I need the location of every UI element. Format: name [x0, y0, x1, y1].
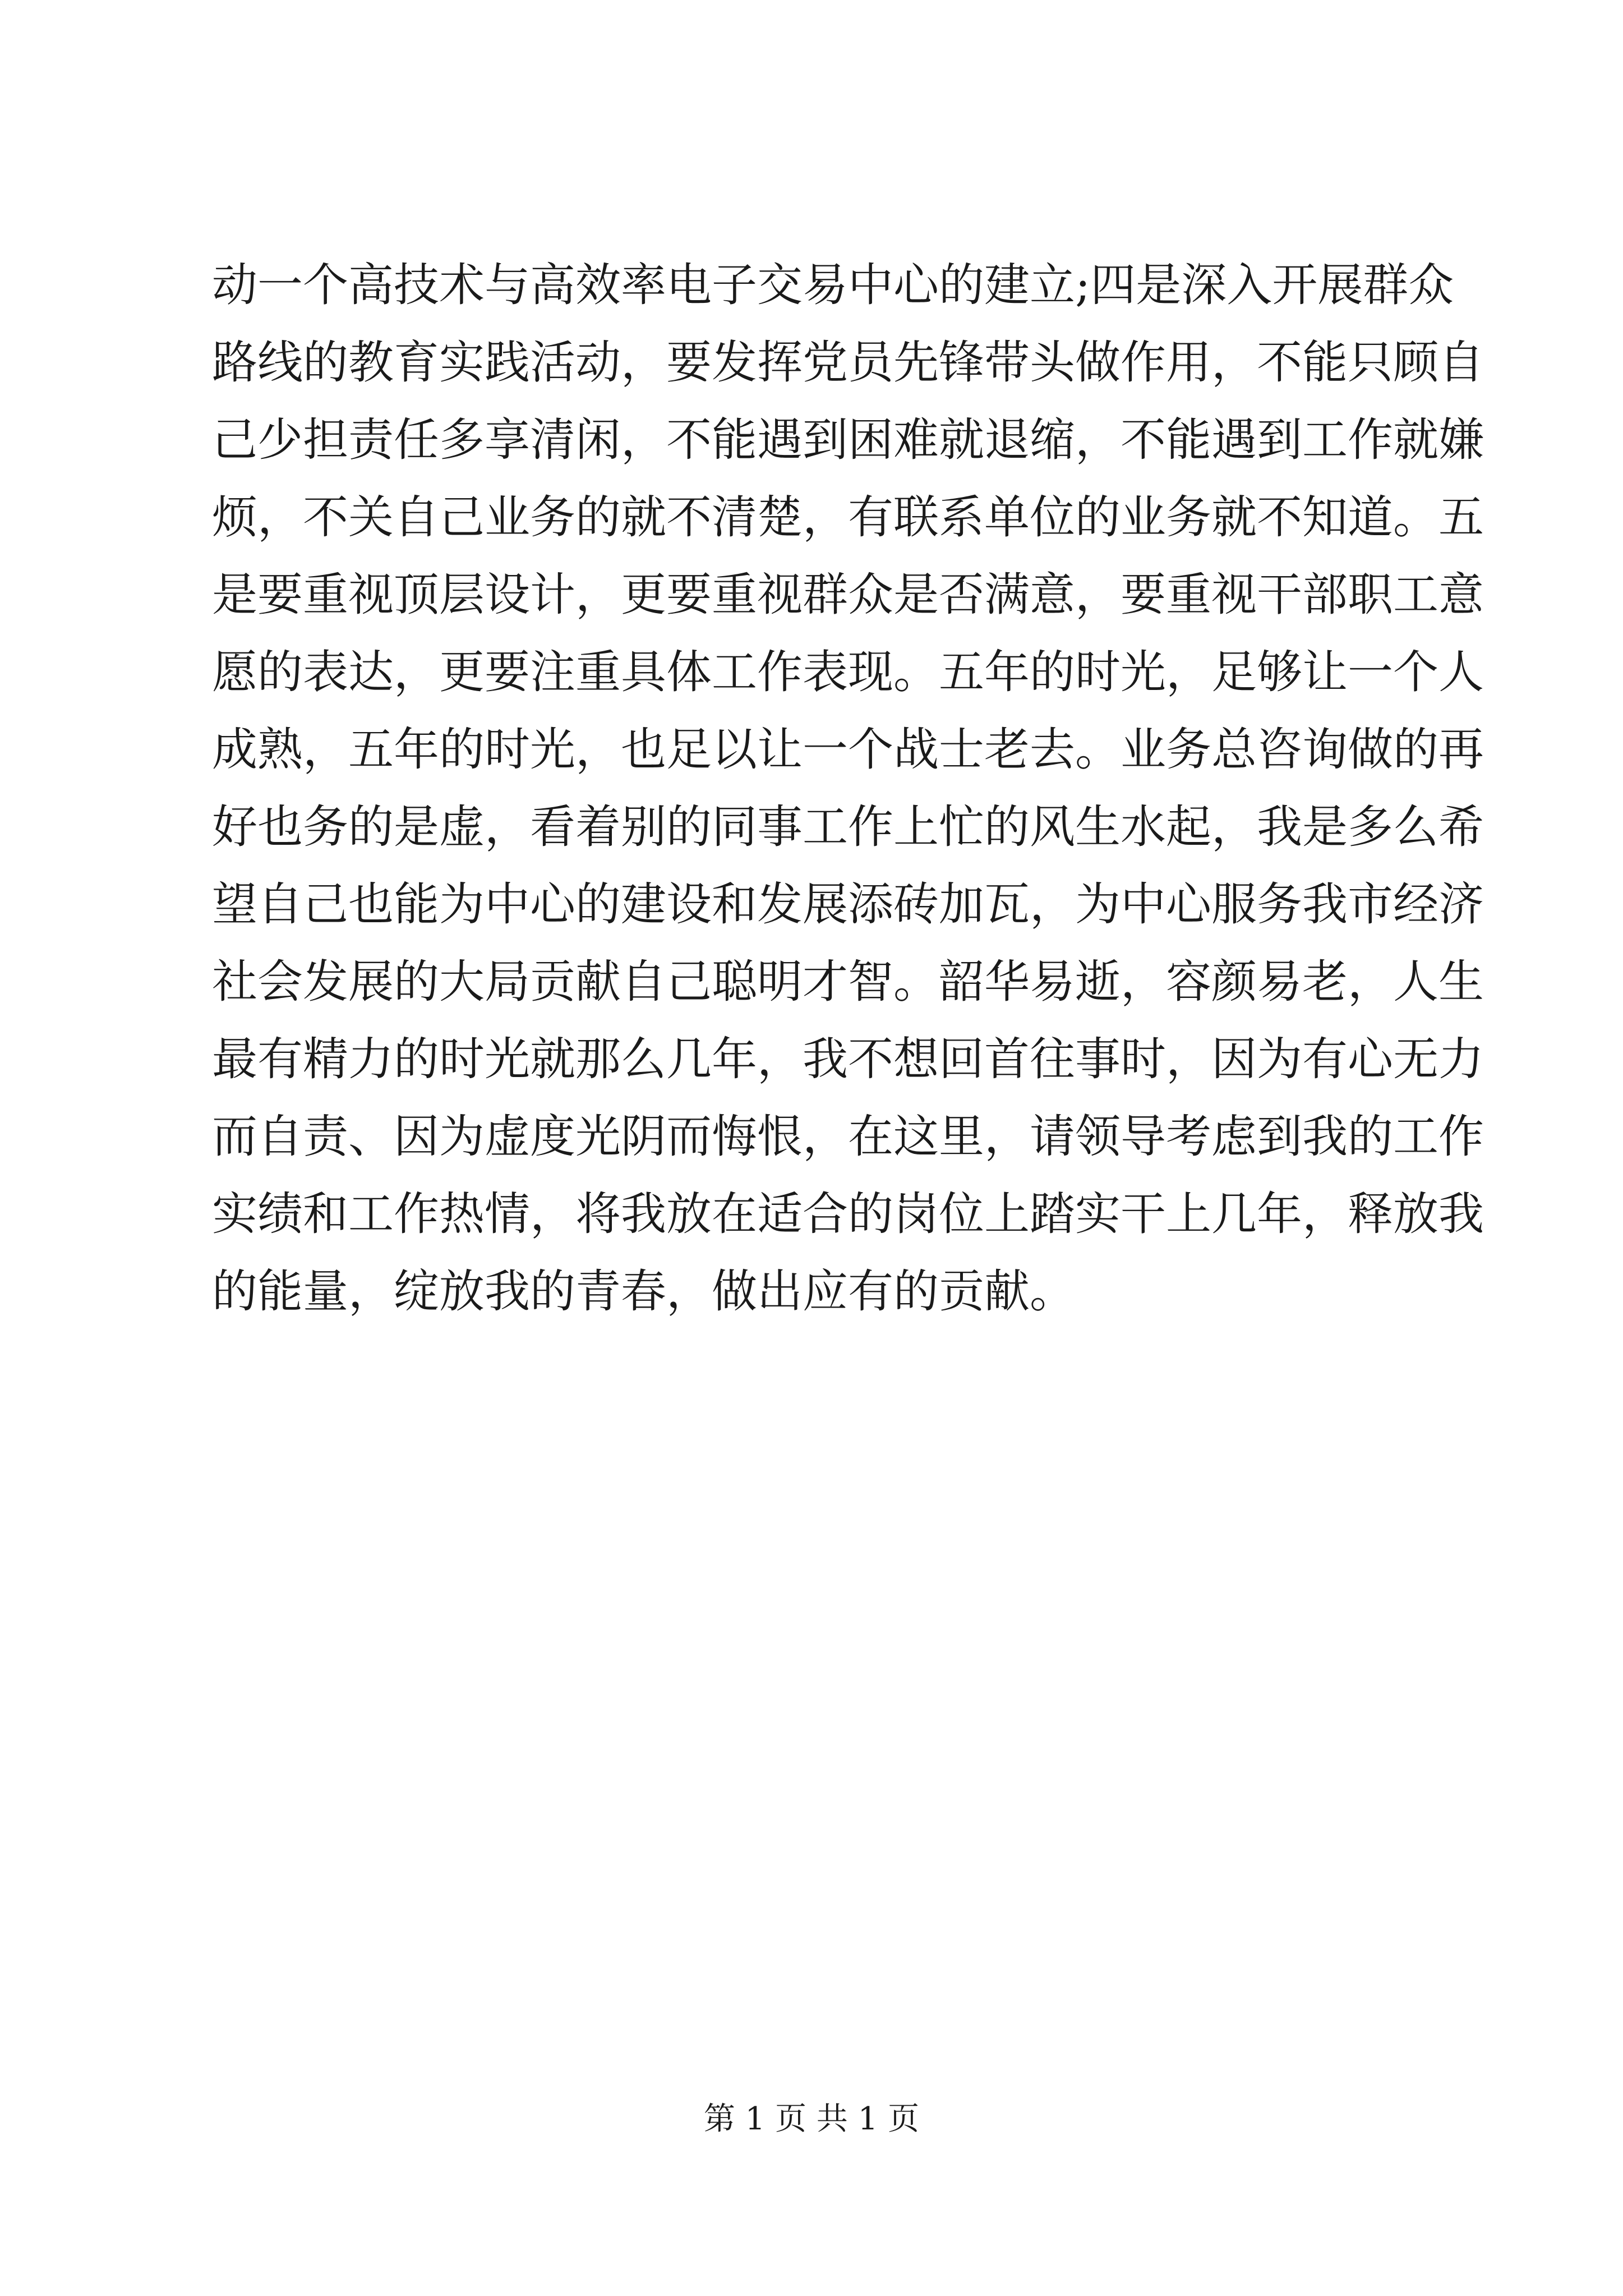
text-line: 是要重视顶层设计，更要重视群众是否满意，要重视干部职工意 — [212, 569, 1484, 622]
text-line: 烦，不关自己业务的就不清楚，有联系单位的业务就不知道。五 — [212, 491, 1484, 544]
text-line: 的能量，绽放我的青春，做出应有的贡献。 — [212, 1266, 1076, 1318]
text-line: 实绩和工作热情，将我放在适合的岗位上踏实干上几年，释放我 — [212, 1188, 1484, 1241]
text-line: 社会发展的大局贡献自己聪明才智。韶华易逝，容颜易老，人生 — [212, 956, 1484, 1009]
body-paragraph — [212, 247, 1484, 1331]
text-line: 己少担责任多享清闲，不能遇到困难就退缩，不能遇到工作就嫌 — [212, 414, 1484, 467]
text-line: 好也务的是虚，看着别的同事工作上忙的风生水起，我是多么希 — [212, 801, 1484, 854]
text-line: 成熟，五年的时光，也足以让一个战士老去。业务总咨询做的再 — [212, 724, 1484, 776]
text-line: 路线的教育实践活动，要发挥党员先锋带头做作用，不能只顾自 — [212, 337, 1484, 389]
text-line: 最有精力的时光就那么几年，我不想回首往事时，因为有心无力 — [212, 1033, 1484, 1086]
text-line: 动一个高技术与高效率电子交易中心的建立;四是深入开展群众 — [212, 259, 1454, 312]
text-line: 望自己也能为中心的建设和发展添砖加瓦，为中心服务我市经济 — [212, 878, 1484, 931]
text-line: 愿的表达，更要注重具体工作表现。五年的时光，足够让一个人 — [212, 646, 1484, 699]
text-line: 而自责、因为虚度光阴而悔恨，在这里，请领导考虑到我的工作 — [212, 1111, 1484, 1163]
page-footer: 第 1 页 共 1 页 — [703, 2101, 920, 2137]
